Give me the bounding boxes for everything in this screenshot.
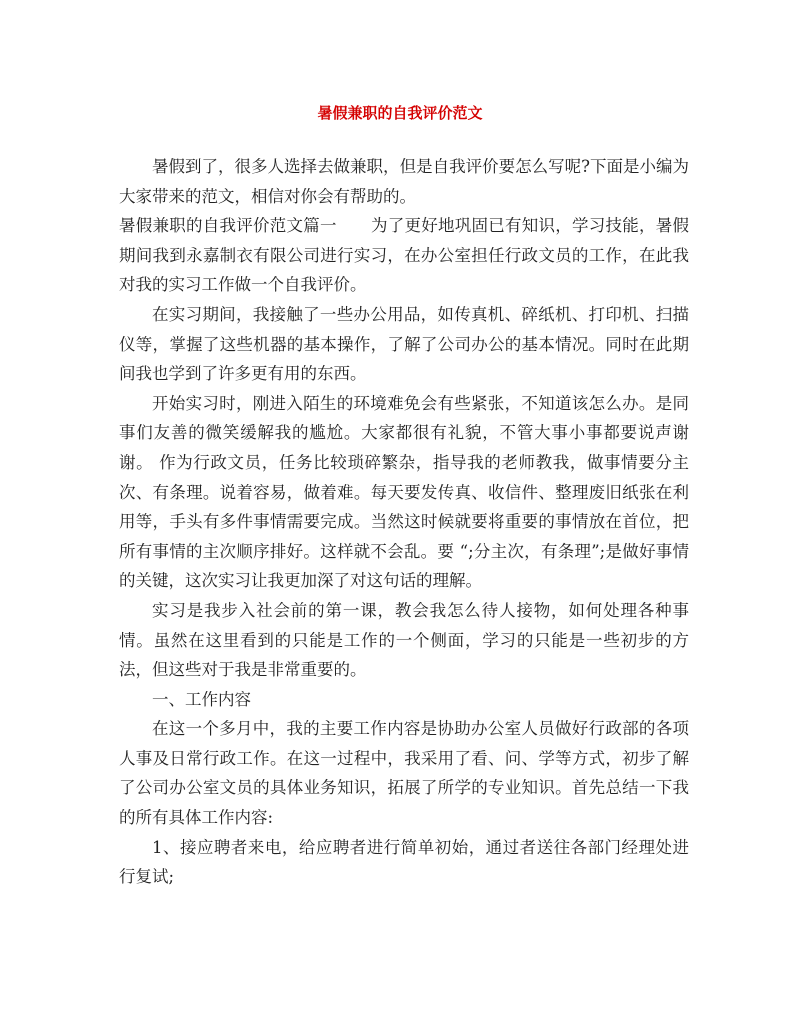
paragraph-item-one: 1、接应聘者来电，给应聘者进行简单初始，通过者送往各部门经理处进行复试; <box>119 837 689 887</box>
section-text: 为了更好地巩固已有知识，学习技能，暑假期间我到永嘉制衣有限公司进行实习，在办公室担任行政文员的工作，在此我对我的实习工作做一个自我评价。 <box>119 216 689 295</box>
section-heading: 暑假兼职的自我评价范文篇一 <box>119 216 337 236</box>
paragraph-section-one <box>119 211 689 300</box>
paragraph-intro: 暑假到了，很多人选择去做兼职，但是自我评价要怎么写呢?下面是小编为大家带来的范文，相信对你会有帮助的。 <box>119 157 689 206</box>
paragraph-work-content-heading: 一、工作内容 <box>152 689 251 709</box>
document-title: 暑假兼职的自我评价范文 <box>317 104 483 122</box>
paragraph-work-content: 在这一个多月中，我的主要工作内容是协助办公室人员做好行政部的各项人事及日常行政工作。在这一过程中，我采用了看、问、学等方式，初步了解了公司办公室文员的具体业务知识，拓展了所学的专业知识。首先总结一下我的所有具体工作内容: <box>119 719 689 828</box>
paragraph-first-lesson: 实习是我步入社会前的第一课，教会我怎么待人接物，如何处理各种事情。虽然在这里看到的只能是工作的一个侧面，学习的只能是一些初步的方法，但这些对于我是非常重要的。 <box>119 600 689 680</box>
paragraph-office-equipment: 在实习期间，我接触了一些办公用品，如传真机、碎纸机、打印机、扫描仪等，掌握了这些机器的基本操作，了解了公司办公的基本情况。同时在此期间我也学到了许多更有用的东西。 <box>119 304 689 384</box>
paragraph-start-internship: 开始实习时，刚进入陌生的环境难免会有些紧张，不知道该怎么办。是同事们友善的微笑缓解我的尴尬。大家都很有礼貌，不管大事小事都要说声谢谢。 作为行政文员，任务比较琐碎繁杂，指导我的老师教我，做事情要分主次、有条理。说着容易，做着难。每天要发传真、收信件、整理废旧纸张在利用等，手头有多件事情需要完成。当然这时候就要将重要的事情放在首位，把所有事情的主次顺序排好。这样就不会乱。要 “;分主次，有条理”;是做好事情的关键，这次实习让我更加深了对这句话的理解。 <box>119 393 689 591</box>
document-body <box>119 152 689 892</box>
